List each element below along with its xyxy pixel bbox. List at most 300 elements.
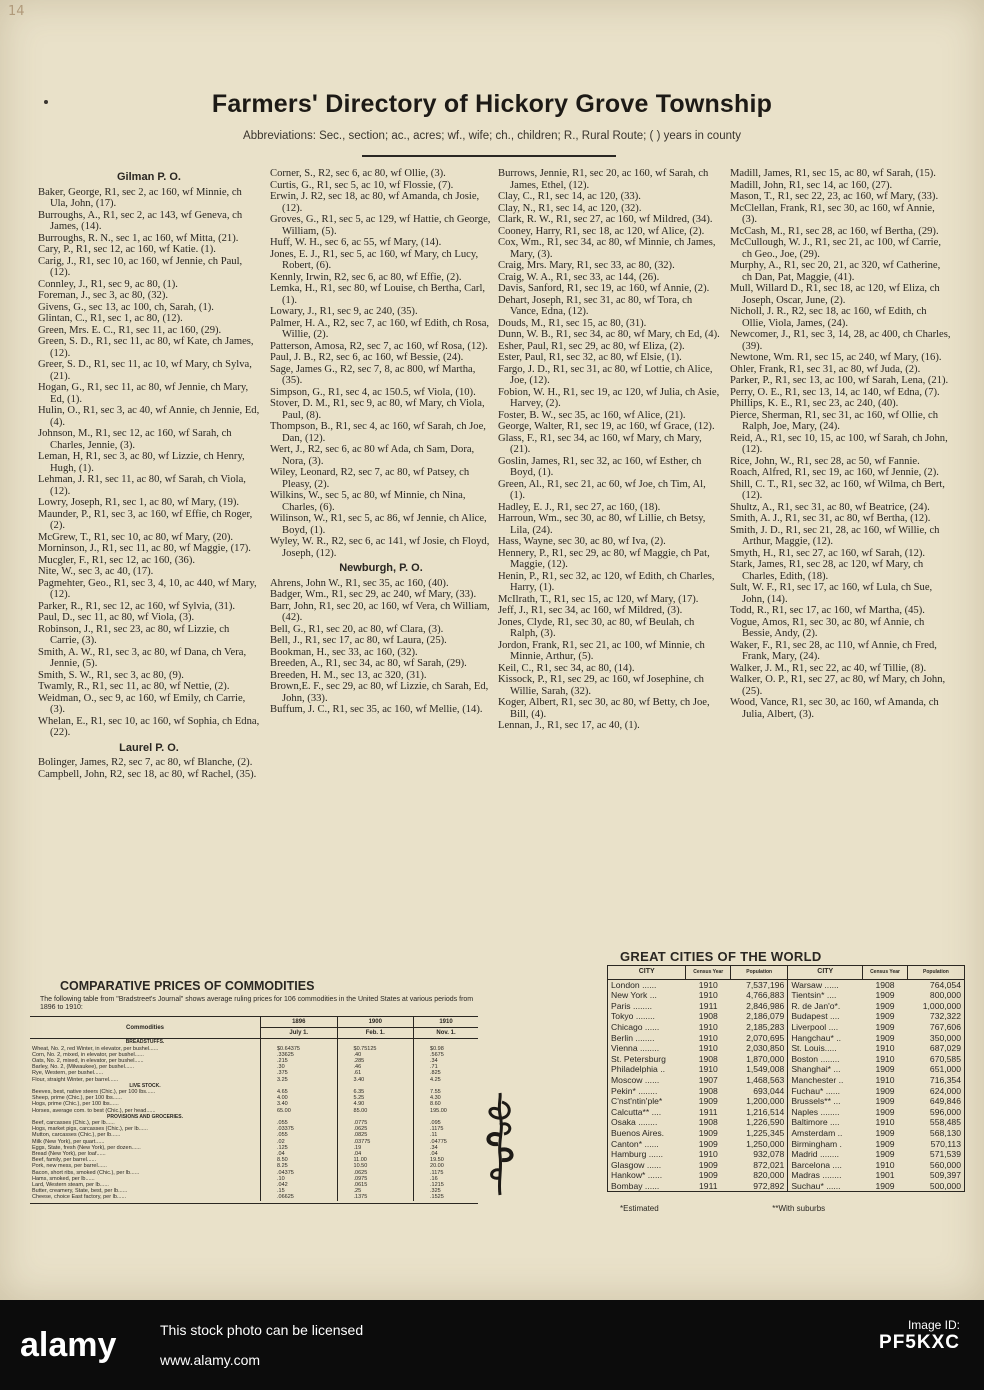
directory-entry: Fobion, W. H., R1, sec 19, ac 120, wf Julia, ch Asie, Harvey, (2). xyxy=(498,386,720,409)
population: 2,030,850 xyxy=(731,1043,788,1054)
directory-entry: Shill, C. T., R1, sec 32, ac 160, wf Wilma, ch Bert, (12). xyxy=(730,478,945,501)
table-row xyxy=(608,1128,964,1139)
commodity-name: Hogs, market pigs, carcasses (Chic.), per lb...... xyxy=(32,1126,148,1133)
title-rule xyxy=(362,155,616,157)
commodity-name: Mutton, carcasses (Chic.), per lb...... xyxy=(32,1132,121,1139)
population: 687,029 xyxy=(929,1043,961,1054)
directory-entry: Green, Mrs. E. C., R1, sec 11, ac 160, (29). xyxy=(38,324,222,336)
directory-entry: Dehart, Joseph, R1, sec 31, ac 80, wf Tora, ch Vance, Edna, (12). xyxy=(498,294,693,317)
directory-entry: Madill, James, R1, sec 15, ac 80, wf Sarah, (15). xyxy=(730,168,936,179)
city-name: Tokyo ........ xyxy=(611,1011,655,1022)
city-name: Budapest .... xyxy=(791,1011,840,1022)
census-year: 1909 xyxy=(875,1064,895,1075)
table-row xyxy=(608,1054,964,1065)
population: 558,485 xyxy=(929,1117,961,1128)
census-year: 1910 xyxy=(875,1074,895,1085)
price-cell: .0615 xyxy=(337,1182,414,1188)
commodity-name: Pork, new mess, per barrel...... xyxy=(32,1163,107,1170)
city-name: Tientsin* .... xyxy=(791,990,837,1001)
price-cell: 3.40 xyxy=(337,1077,414,1083)
population: 560,000 xyxy=(929,1159,961,1170)
directory-column-3 xyxy=(498,168,720,732)
city-name: Hangchau* .. xyxy=(791,1032,841,1043)
population: 1,216,514 xyxy=(731,1107,788,1118)
directory-entry: Jeff, J., R1, sec 34, ac 160, wf Mildred, (3). xyxy=(498,605,683,616)
table-row xyxy=(608,1033,964,1044)
directory-entry: Foster, B. W., sec 35, ac 160, wf Alice, (21). xyxy=(498,409,686,421)
directory-entry: Leman, H, R1, sec 3, ac 80, wf Lizzie, ch Henry, Hugh, (1). xyxy=(38,451,245,474)
commodity-name: Horses, average com. to best (Chic.), per head...... xyxy=(32,1107,156,1114)
price-cell: 3.40 xyxy=(261,1101,338,1107)
price-cell: .325 xyxy=(414,1188,478,1194)
commodity-name: Corn, No. 2, mixed, in elevator, per bushel...... xyxy=(32,1051,144,1058)
census-year: 1910 xyxy=(875,1117,895,1128)
section-label: PROVISIONS AND GROCERIES. xyxy=(107,1113,183,1120)
directory-entry: Ahrens, John W., R1, sec 35, ac 160, (40). xyxy=(270,577,449,589)
city-name: Berlin ........ xyxy=(611,1032,655,1043)
population: 570,113 xyxy=(930,1138,961,1149)
price-cell: 11.00 xyxy=(337,1157,414,1163)
census-year: 1909 xyxy=(698,1170,718,1181)
year-header: 1896 xyxy=(261,1017,338,1028)
directory-entry: Simpson, G., R1, sec 4, ac 150.5, wf Viola, (10). xyxy=(270,386,476,398)
price-cell: .03775 xyxy=(337,1139,414,1145)
directory-entry: Robinson, J., R1, sec 23, ac 80, wf Lizzie, ch Carrie, (3). xyxy=(38,623,230,646)
cities-table xyxy=(607,965,965,1192)
directory-entry: Madill, John, R1, sec 14, ac 160, (27). xyxy=(730,179,893,191)
directory-entry: McCash, M., R1, sec 28, ac 160, wf Bertha, (29). xyxy=(730,225,939,237)
price-cell: .0825 xyxy=(337,1132,414,1138)
population: 1,549,008 xyxy=(731,1064,788,1075)
directory-entry: Groves, G., R1, sec 5, ac 129, wf Hattie, ch George, William, (5). xyxy=(270,214,491,237)
census-year: 1911 xyxy=(699,1180,718,1191)
page-number-note: 14 xyxy=(8,4,25,19)
population-header: Population xyxy=(907,966,964,979)
directory-entry: Henin, P., R1, sec 32, ac 120, wf Edith, ch Charles, Harry, (1). xyxy=(498,570,715,593)
directory-entry: Stark, James, R1, sec 28, ac 120, wf Mary, ch Charles, Edith, (18). xyxy=(730,559,924,582)
population: 2,846,986 xyxy=(731,1001,788,1012)
commodity-name: Cheese, choice East factory, per lb...... xyxy=(32,1194,127,1201)
price-cell: .1215 xyxy=(414,1182,478,1188)
population: 571,539 xyxy=(929,1149,961,1160)
price-cell: .16 xyxy=(414,1176,478,1182)
page-title: Farmers' Directory of Hickory Grove Township xyxy=(211,90,773,118)
directory-entry: Lennan, J., R1, sec 17, ac 40, (1). xyxy=(498,720,640,731)
directory-entry: Corner, S., R2, sec 6, ac 80, wf Ollie, (3). xyxy=(270,168,446,179)
city-name: Manchester .. xyxy=(791,1074,844,1085)
empty-cell xyxy=(414,1039,478,1046)
census-year: 1908 xyxy=(875,979,895,990)
commodity-name: Oats, No. 2, mixed, in elevator, per bushel...... xyxy=(32,1058,144,1065)
directory-entry: Keil, C., R1, sec 34, ac 80, (14). xyxy=(498,662,635,674)
table-row xyxy=(608,1160,964,1171)
directory-entry: Greer, S. D., R1, sec 11, ac 10, wf Mary, ch Sylva, (21). xyxy=(38,359,252,382)
census-year: 1909 xyxy=(875,1180,895,1191)
directory-entry: Roach, Alfred, R1, sec 19, ac 160, wf Jennie, (2). xyxy=(730,467,939,478)
alamy-logo-icon xyxy=(20,1318,150,1370)
city-name: Osaka ........ xyxy=(611,1117,658,1128)
price-cell: 5.25 xyxy=(337,1095,414,1101)
city-header: CITY xyxy=(608,966,686,979)
watermark-url[interactable]: www.alamy.com xyxy=(160,1352,261,1368)
date-header: Nov. 1. xyxy=(414,1028,478,1039)
price-cell: .19 xyxy=(337,1145,414,1151)
directory-entry: Wilkins, W., sec 5, ac 80, wf Minnie, ch Nina, Charles, (6). xyxy=(270,490,466,513)
price-cell: .46 xyxy=(337,1064,414,1070)
directory-entry: Glass, F., R1, sec 34, ac 160, wf Mary, ch Mary, (21). xyxy=(498,432,702,455)
table-row xyxy=(608,1117,964,1128)
price-cell: .5675 xyxy=(414,1052,478,1058)
directory-entry: McGrew, T., R1, sec 10, ac 80, wf Mary, (20). xyxy=(38,531,234,543)
directory-column-1 xyxy=(38,168,260,780)
commodity-name: Bacon, short ribs, smoked (Chic.), per lb...... xyxy=(32,1169,140,1176)
directory-entry: Bell, J., R1, sec 17, ac 80, wf Laura, (25). xyxy=(270,635,447,646)
price-cell: .34 xyxy=(414,1058,478,1064)
census-year: 1910 xyxy=(875,1159,895,1170)
population-header: Population xyxy=(731,966,788,979)
directory-entry: Hennery, P., R1, sec 29, ac 80, wf Maggie, ch Pat, Maggie, (12). xyxy=(498,547,710,570)
price-cell: .0775 xyxy=(337,1120,414,1126)
city-name: Vienna ........ xyxy=(611,1043,660,1054)
census-year: 1909 xyxy=(875,1106,895,1117)
price-cell: .375 xyxy=(261,1070,338,1076)
directory-entry: Baker, George, R1, sec 2, ac 160, wf Minnie, ch Ula, John, (17). xyxy=(38,186,242,209)
city-name: Buenos Aires. xyxy=(611,1127,665,1138)
directory-entry: Jones, E. J., R1, sec 5, ac 160, wf Mary, ch Lucy, Robert, (6). xyxy=(270,248,479,271)
city-name: Madras ........ xyxy=(791,1170,842,1181)
directory-entry: Smyth, H., R1, sec 27, ac 160, wf Sarah, (12). xyxy=(730,547,926,559)
census-year: 1908 xyxy=(698,1053,718,1064)
directory-entry: Burroughs, R. N., sec 1, ac 160, wf Mitta, (21). xyxy=(38,232,239,244)
price-cell: .11 xyxy=(414,1132,478,1138)
census-year: 1910 xyxy=(698,1032,718,1043)
city-name: Naples ........ xyxy=(791,1106,840,1117)
directory-entry: Mull, Willard D., R1, sec 18, ac 120, wf Eliza, ch Joseph, Oscar, June, (2). xyxy=(730,283,940,306)
population: 2,186,079 xyxy=(731,1011,788,1022)
price-cell: .04775 xyxy=(414,1139,478,1145)
section-label: LIVE STOCK. xyxy=(129,1082,161,1089)
commodity-name: Wheat, No. 2, red Winter, in elevator, per bushel...... xyxy=(32,1045,159,1052)
price-cell: .71 xyxy=(414,1064,478,1070)
date-header: July 1. xyxy=(261,1028,338,1039)
directory-entry: Thompson, B., R1, sec 4, ac 160, wf Sarah, ch Joe, Dan, (12). xyxy=(270,421,486,444)
population: 872,021 xyxy=(731,1160,788,1171)
directory-entry: Smith, J. D., R1, sec 21, 28, ac 160, wf Willie, ch Arthur, Maggie, (12). xyxy=(730,524,940,547)
census-year: 1909 xyxy=(698,1096,718,1107)
directory-entry: Koger, Albert, R1, sec 30, ac 80, wf Betty, ch Joe, Bill, (4). xyxy=(498,697,710,720)
directory-entry: Burrows, Jennie, R1, sec 20, ac 160, wf Sarah, ch James, Ethel, (12). xyxy=(498,168,709,191)
directory-entry: Todd, R., R1, sec 17, ac 160, wf Martha, (45). xyxy=(730,605,925,616)
price-cell: 10.50 xyxy=(337,1163,414,1169)
city-name: Hankow* ...... xyxy=(611,1170,663,1181)
commodity-name: Hogs, prime (Chic.), per 100 lbs...... xyxy=(32,1101,119,1108)
population: 1,200,000 xyxy=(731,1096,788,1107)
directory-entry: Bolinger, James, R2, sec 7, ac 80, wf Blanche, (2). xyxy=(38,757,253,768)
population: 764,054 xyxy=(929,979,961,990)
price-cell: 19.50 xyxy=(414,1157,478,1163)
directory-entry: Green, S. D., R1, sec 11, ac 80, wf Kate, ch James, (12). xyxy=(38,336,254,359)
directory-entry: Fargo, J. D., R1, sec 31, ac 80, wf Lottie, ch Alice, Joe, (12). xyxy=(498,363,713,386)
price-cell: .06625 xyxy=(261,1194,338,1200)
city-name: Chicago ...... xyxy=(611,1021,660,1032)
census-year: 1901 xyxy=(875,1170,895,1181)
census-header: Census Year xyxy=(686,966,731,979)
directory-entry: Lowry, Joseph, R1, sec 1, ac 80, wf Mary, (19). xyxy=(38,497,240,508)
price-cell: 4.25 xyxy=(414,1077,478,1083)
directory-entry: McCullough, W. J., R1, sec 21, ac 100, wf Carrie, ch Geo., Joe, (29). xyxy=(730,237,941,260)
directory-entry: Paul, D., sec 11, ac 80, wf Viola, (3). xyxy=(38,612,195,623)
city-name: Warsaw ...... xyxy=(791,979,839,990)
city-name: R. de Jan'o*. xyxy=(791,1000,841,1011)
post-office-heading: Laurel P. O. xyxy=(119,741,179,754)
city-name: Shanghai* ... xyxy=(791,1064,841,1075)
directory-entry: Weidman, O., sec 9, ac 160, wf Emily, ch Carrie, (3). xyxy=(38,692,246,715)
directory-entry: Parker, R., R1, sec 12, ac 160, wf Sylvia, (31). xyxy=(38,600,235,612)
city-name: Bombay ...... xyxy=(611,1180,660,1191)
price-cell: .10 xyxy=(261,1176,338,1182)
price-cell: .34 xyxy=(414,1145,478,1151)
census-year: 1909 xyxy=(698,1127,718,1138)
price-cell: $0.98 xyxy=(414,1046,478,1052)
directory-entry: Clay, N., R1, sec 14, ac 120, (32). xyxy=(498,202,642,214)
directory-entry: Esher, Paul, R1, sec 29, ac 80, wf Eliza, (2). xyxy=(498,340,685,352)
price-cell: 4.00 xyxy=(261,1095,338,1101)
directory-entry: Sult, W. F., R1, sec 17, ac 160, wf Lula, ch Sue, John, (14). xyxy=(730,582,933,605)
census-year: 1909 xyxy=(698,1159,718,1170)
commodities-table xyxy=(30,1016,478,1204)
price-cell: .03375 xyxy=(261,1126,338,1132)
cities-rows xyxy=(608,979,964,1191)
price-cell: .095 xyxy=(414,1120,478,1126)
directory-entry: Walker, O. P., R1, sec 27, ac 80, wf Mary, ch John, (25). xyxy=(730,674,946,697)
census-year: 1909 xyxy=(875,1127,895,1138)
directory-entry: Kissock, P., R1, sec 29, ac 160, wf Josephine, ch Willie, Sarah, (32). xyxy=(498,674,704,697)
population: 972,892 xyxy=(731,1181,788,1192)
price-cell: .825 xyxy=(414,1070,478,1076)
population: 624,000 xyxy=(929,1085,961,1096)
table-row xyxy=(608,1043,964,1054)
census-year: 1909 xyxy=(875,990,895,1001)
commodity-name: Barley, No. 2, (Milwaukee), per bushel...... xyxy=(32,1064,134,1071)
table-row xyxy=(30,1194,478,1200)
city-name: Suchau* ...... xyxy=(791,1180,841,1191)
directory-entry: Nite, W., sec 3, ac 40, (17). xyxy=(38,566,154,577)
population: 800,000 xyxy=(929,990,961,1001)
population: 350,000 xyxy=(929,1032,961,1043)
census-year: 1909 xyxy=(875,1000,895,1011)
census-year: 1909 xyxy=(875,1021,895,1032)
population: 732,322 xyxy=(929,1011,961,1022)
directory-entry: Burroughs, A., R1, sec 2, ac 143, wf Geneva, ch James, (14). xyxy=(38,209,243,232)
commodity-name: Butter, creamery, State, best, per lb...... xyxy=(32,1188,128,1195)
price-cell: 8.50 xyxy=(261,1157,338,1163)
section-label: BREADSTUFFS. xyxy=(125,1039,165,1046)
city-name: Pekin* ........ xyxy=(611,1085,658,1096)
price-cell: .0975 xyxy=(337,1176,414,1182)
price-cell: 20.00 xyxy=(414,1163,478,1169)
census-year: 1910 xyxy=(698,1064,718,1075)
population: 932,078 xyxy=(731,1149,788,1160)
city-header: CITY xyxy=(788,966,863,979)
census-year: 1908 xyxy=(698,1117,718,1128)
directory-entry: Lehman, J. R1, sec 11, ac 80, wf Sarah, ch Viola, (12). xyxy=(38,474,246,497)
table-row xyxy=(608,990,964,1001)
directory-entry: Nicholl, J. R., R2, sec 18, ac 160, wf Edith, ch Ollie, Viola, James, (24). xyxy=(730,306,927,329)
price-cell: .02 xyxy=(261,1139,338,1145)
census-year: 1909 xyxy=(875,1085,895,1096)
directory-entry: Pagmehter, Geo., R1, sec 3, 4, 10, ac 440, wf Mary, (12). xyxy=(38,577,257,600)
directory-entry: Smith, S. W., R1, sec 3, ac 80, (9). xyxy=(38,669,184,681)
table-row xyxy=(608,1011,964,1022)
population: 1,225,345 xyxy=(731,1128,788,1139)
commodity-name: Beef, carcasses (Chic.), per lb...... xyxy=(32,1120,115,1127)
directory-entry: Green, Al., R1, sec 21, ac 60, wf Joe, ch Tim, Al, (1). xyxy=(498,478,706,501)
price-cell: .285 xyxy=(337,1058,414,1064)
directory-entry: Palmer, H. A., R2, sec 7, ac 160, wf Edith, ch Rosa, Willie, (2). xyxy=(270,317,490,340)
city-name: New York ... xyxy=(611,990,657,1001)
commodity-name: Eggs, State, fresh (New York), per dozen...... xyxy=(32,1144,141,1151)
price-cell: 4.65 xyxy=(261,1089,338,1095)
cities-title: GREAT CITIES OF THE WORLD xyxy=(620,949,822,964)
population: 509,397 xyxy=(929,1170,961,1181)
directory-entry: Ohler, Frank, R1, sec 31, ac 80, wf Juda, (2). xyxy=(730,363,921,375)
population: 7,537,196 xyxy=(731,979,788,990)
directory-entry: Craig, Mrs. Mary, R1, sec 33, ac 80, (32). xyxy=(498,260,675,271)
city-name: Barcelona .... xyxy=(791,1159,842,1170)
table-row xyxy=(30,1039,478,1046)
price-cell: 4.90 xyxy=(337,1101,414,1107)
population: 767,606 xyxy=(929,1021,961,1032)
price-cell: .1525 xyxy=(414,1194,478,1200)
city-name: Philadelphia .. xyxy=(611,1064,665,1075)
directory-entry: Lemka, H., R1, sec 80, wf Louise, ch Bertha, Carl, (1). xyxy=(270,283,486,306)
price-cell: $0.64375 xyxy=(261,1046,338,1052)
year-header: 1900 xyxy=(337,1017,414,1028)
directory-entry: Cary, P., R1, sec 12, ac 160, wf Katie. (1). xyxy=(38,244,216,255)
price-cell: .0625 xyxy=(337,1126,414,1132)
directory-entry: Mucgler, F., R1, sec 12, ac 160, (36). xyxy=(38,554,196,566)
commodity-name: Beef, family, per barrel...... xyxy=(32,1157,97,1164)
price-cell: .15 xyxy=(261,1188,338,1194)
census-year: 1907 xyxy=(698,1074,718,1085)
directory-entry: Newtone, Wm. R1, sec 15, ac 240, wf Mary, (16). xyxy=(730,352,942,363)
population: 716,354 xyxy=(929,1074,961,1085)
population: 2,070,695 xyxy=(731,1033,788,1044)
directory-entry: Foreman, J., sec 3, ac 80, (32). xyxy=(38,290,169,301)
directory-entry: Cooney, Harry, R1, sec 18, ac 120, wf Alice, (2). xyxy=(498,225,705,237)
footnote-estimated: *Estimated xyxy=(620,1204,659,1213)
table-row xyxy=(608,1149,964,1160)
census-year: 1909 xyxy=(875,1011,895,1022)
post-office-heading: Gilman P. O. xyxy=(117,171,181,183)
price-cell: .042 xyxy=(261,1182,338,1188)
directory-entry: Wood, Vance, R1, sec 30, ac 160, wf Amanda, ch Julia, Albert, (3). xyxy=(730,697,939,720)
directory-entry: Waker, F., R1, sec 28, ac 110, wf Annie, ch Fred, Frank, Mary, (24). xyxy=(730,639,937,662)
price-cell: .40 xyxy=(337,1052,414,1058)
commodity-name: Milk (New York), per quart...... xyxy=(32,1138,105,1145)
census-year: 1910 xyxy=(698,1043,718,1054)
commodity-name: Lard, Western steam, per lb...... xyxy=(32,1182,109,1189)
city-name: Fuchau* ...... xyxy=(791,1085,841,1096)
commodity-name: Sheep, prime (Chic.), per 100 lbs...... xyxy=(32,1095,122,1102)
city-name: Brussels** ... xyxy=(791,1096,841,1107)
population: 651,000 xyxy=(929,1064,961,1075)
commodity-name: Beeves, best, native steers (Chic.), per 100 lbs...... xyxy=(32,1089,156,1096)
directory-entry: Shultz, A., R1, sec 31, ac 80, wf Beatrice, (24). xyxy=(730,501,930,513)
population: 568,130 xyxy=(929,1127,961,1138)
abbreviations-line: Abbreviations: Sec., section; ac., acres; wf., wife; ch., children; R., Rural Route; ( ) years in county xyxy=(243,130,741,142)
directory-entry: Sage, James G., R2, sec 7, 8, ac 800, wf Martha, (35). xyxy=(270,363,476,386)
footnote-suburbs: **With suburbs xyxy=(772,1204,826,1213)
directory-column-4 xyxy=(730,168,952,720)
price-cell: 7.55 xyxy=(414,1089,478,1095)
directory-entry: Breeden, A., R1, sec 34, ac 80, wf Sarah, (29). xyxy=(270,658,467,669)
empty-cell xyxy=(261,1039,338,1046)
directory-entry: Campbell, John, R2, sec 18, ac 80, wf Rachel, (35). xyxy=(38,768,257,780)
directory-entry: Huff, W. H., sec 6, ac 55, wf Mary, (14). xyxy=(270,237,442,248)
census-year: 1910 xyxy=(875,1043,895,1054)
population: 1,468,563 xyxy=(731,1075,788,1086)
census-year: 1910 xyxy=(875,1053,895,1064)
directory-entry: Phillips, K. E., R1, sec 23, ac 240, (40). xyxy=(730,398,899,409)
directory-entry: Wilinson, W., R1, sec 5, ac 86, wf Jennie, ch Alice, Boyd, (1). xyxy=(270,513,487,536)
population: 1,250,000 xyxy=(731,1139,788,1150)
city-name: Birmingham . xyxy=(791,1138,842,1149)
city-name: St. Petersburg xyxy=(611,1053,666,1064)
census-year: 1908 xyxy=(698,1011,718,1022)
directory-entry: Smith, A. W., R1, sec 3, ac 80, wf Dana, ch Vera, Jennie, (5). xyxy=(38,646,247,669)
directory-entry: Cox, Wm., R1, sec 34, ac 80, wf Minnie, ch James, Mary, (3). xyxy=(498,237,716,260)
directory-entry: McClellan, Frank, R1, sec 30, ac 160, wf Annie, (3). xyxy=(730,202,935,225)
directory-entry: Walker, J. M., R1, sec 22, ac 40, wf Tillie, (8). xyxy=(730,662,927,674)
population: 1,000,000 xyxy=(922,1000,961,1011)
commodity-name: Rye, Western, per bushel...... xyxy=(32,1070,104,1077)
directory-entry: Hulin, O., R1, sec 3, ac 40, wf Annie, ch Jennie, Ed, (4). xyxy=(38,405,260,428)
image-id-code: PF5KXC xyxy=(879,1332,960,1353)
directory-entry: George, Walter, R1, sec 19, ac 160, wf Grace, (12). xyxy=(498,421,715,432)
directory-entry: Maunder, P., R1, sec 3, ac 160, wf Effie, ch Roger, (2). xyxy=(38,508,253,531)
directory-entry: Craig, W. A., R1, sec 33, ac 144, (26). xyxy=(498,271,660,283)
commodity-name: Hams, smoked, per lb...... xyxy=(32,1175,95,1182)
price-cell: .04 xyxy=(414,1151,478,1157)
directory-entry: Vogue, Amos, R1, sec 30, ac 80, wf Annie, ch Bessie, Andy, (2). xyxy=(730,616,925,639)
commodities-rows xyxy=(30,1039,478,1201)
city-name: Liverpool .... xyxy=(791,1021,839,1032)
date-header: Feb. 1. xyxy=(337,1028,414,1039)
city-name: St. Louis..... xyxy=(791,1043,837,1054)
price-cell: .33625 xyxy=(261,1052,338,1058)
census-year: 1910 xyxy=(698,1149,718,1160)
directory-entry: Douds, M., R1, sec 15, ac 80, (31). xyxy=(498,317,647,329)
cities-footnotes xyxy=(620,1204,960,1213)
city-name: Canton* ...... xyxy=(611,1138,659,1149)
city-name: Moscow ...... xyxy=(611,1074,660,1085)
directory-entry: Barr, John, R1, sec 20, ac 160, wf Vera, ch William, (42). xyxy=(270,600,490,623)
price-cell: $0.75125 xyxy=(337,1046,414,1052)
commodities-intro: The following table from "Bradstreet's Journal" shows average ruling prices for 106 commodities in the United States at various periods from 1896 to 1910: xyxy=(40,996,474,1011)
directory-entry: Lowary, J., R1, sec 9, ac 240, (35). xyxy=(270,306,418,317)
price-cell: 195.00 xyxy=(414,1108,478,1114)
directory-entry: Mason, T., R1, sec 22, 23, ac 160, wf Mary, (33). xyxy=(730,191,939,202)
table-row xyxy=(608,1139,964,1150)
directory-entry: Jones, Clyde, R1, sec 30, ac 80, wf Beulah, ch Ralph, (3). xyxy=(498,616,695,639)
city-name: Amsterdam .. xyxy=(791,1127,843,1138)
commodity-name: Bread (New York), per loaf...... xyxy=(32,1151,106,1158)
table-row xyxy=(608,1086,964,1097)
price-cell: .25 xyxy=(337,1188,414,1194)
empty-cell xyxy=(337,1039,414,1046)
directory-entry: Clay, C., R1, sec 14, ac 120, (33). xyxy=(498,191,641,202)
